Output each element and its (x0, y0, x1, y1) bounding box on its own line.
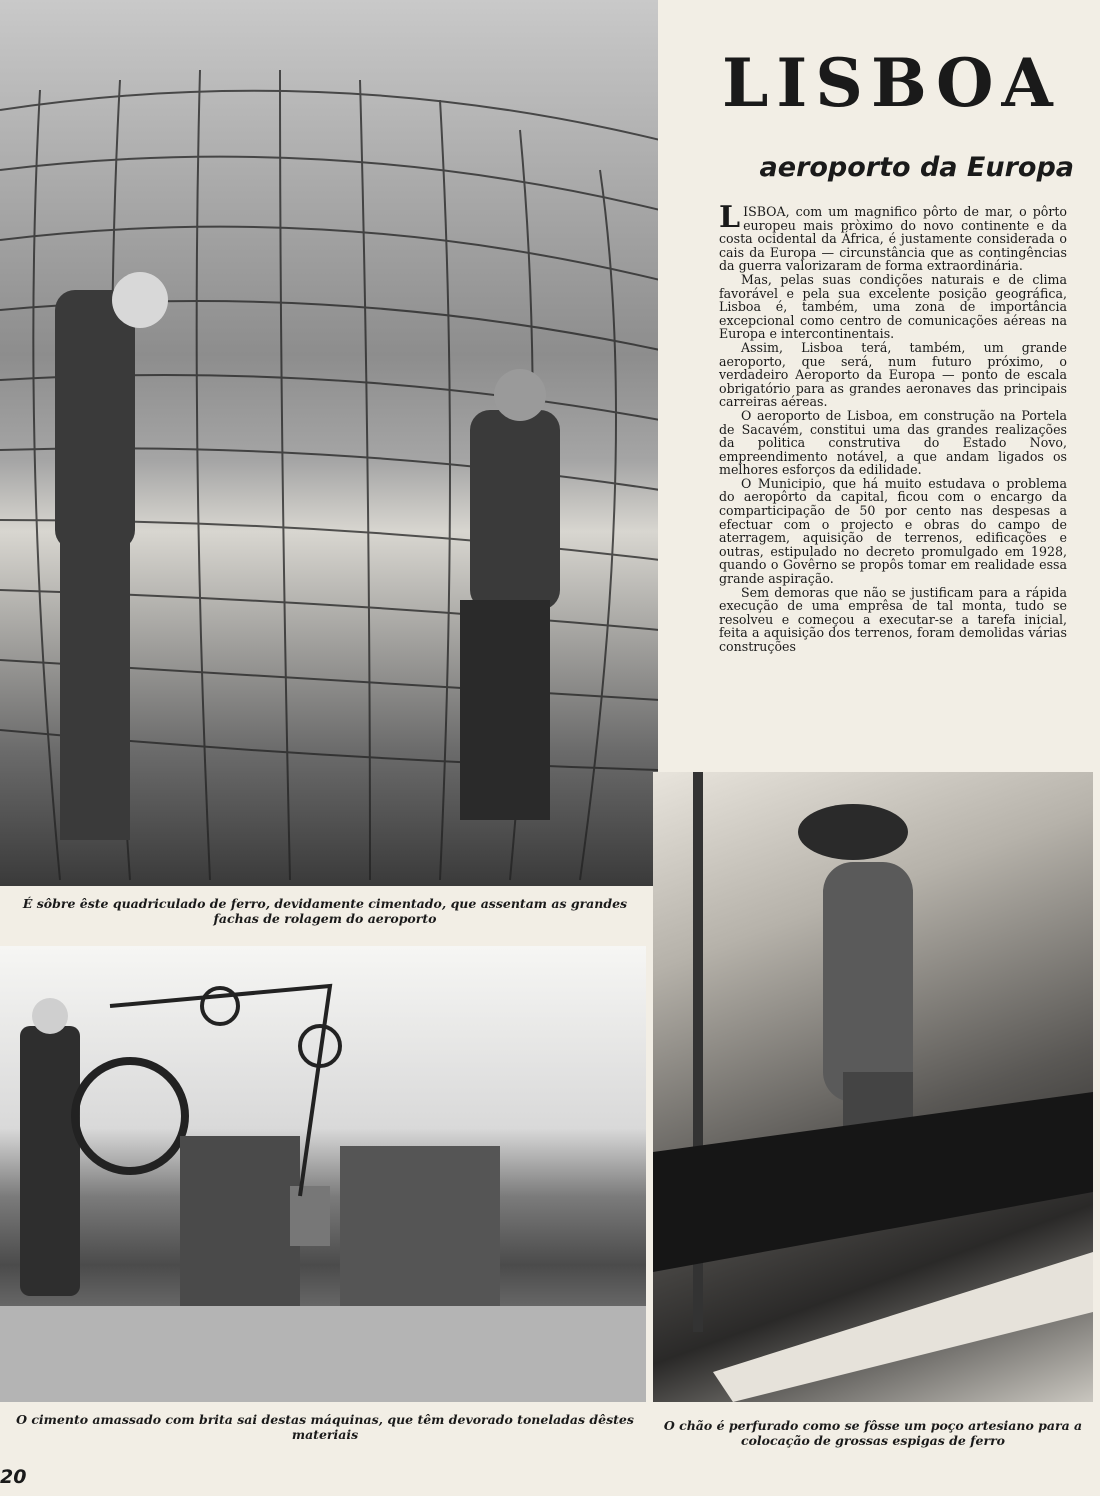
worker-illustration (653, 772, 1093, 1402)
machinery-illustration (0, 946, 646, 1402)
photo1-caption: É sôbre êste quadriculado de ferro, devidamente cimentado, que assentam as grandes fachas de rolagem do aeroporto (22, 896, 628, 926)
article-body (719, 200, 1067, 654)
article-paragraph: Assim, Lisboa terá, também, um grande aeroporto, que será, num futuro próximo, o verdadeiro Aeroporto da Europa — ponto de escala obrigatório para as grandes aeronaves das principais carreiras aéreas. (719, 339, 1067, 410)
article-paragraph: O Municipio, que há muito estudava o problema do aeropôrto da capital, ficou com o encargo da comparticipação de 50 por cento nas despesas a efectuar com o projecto e obras do campo de aterragem, aquisição de terrenos, edificações e outras, estipulado no decreto promulgado em 1928, quando o Govêrno se propôs tomar em realidade essa grande aspiração. (719, 475, 1067, 587)
article-paragraph: LISBOA, com um magnifico pôrto de mar, o pôrto europeu mais pròximo do novo continente e da costa ocidental da África, é justamente considerada o cais da Europa — circunstância que as contingências da guerra valorizaram de forma extraordinária. (719, 200, 1067, 274)
photo-workers-behind-iron-grid (0, 0, 658, 886)
photo-worker-drilling (653, 772, 1093, 1402)
article-paragraph: Mas, pelas suas condições naturais e de clima favorável e pela sua excelente posição geográfica, Lisboa é, também, uma zona de importância excepcional como centro de comunicações aéreas na Europa e intercontinentais. (719, 271, 1067, 342)
article-paragraph: O aeroporto de Lisboa, em construção na Portela de Sacavém, constitui uma das grandes realizações da politica construtiva do Estado Novo, empreendimento notável, a que andam ligados os melhores esforços da edilidade. (719, 407, 1067, 478)
iron-grid-illustration (0, 0, 658, 886)
photo2-caption: O cimento amassado com brita sai destas máquinas, que têm devorado toneladas dêstes materiais (16, 1412, 634, 1442)
page-title: LISBOA (722, 44, 1061, 122)
drop-cap: L (719, 200, 741, 235)
photo3-caption: O chão é perfurado como se fôsse um poço artesiano para a colocação de grossas espigas de ferro (663, 1418, 1083, 1448)
page-subtitle: aeroporto da Europa (759, 152, 1074, 183)
photo-cement-mixing-machines (0, 946, 646, 1402)
article-paragraph: Sem demoras que não se justificam para a rápida execução de uma emprêsa de tal monta, tudo se resolveu e começou a executar-se a tarefa inicial, feita a aquisição dos terrenos, foram demolidas várias construções (719, 584, 1067, 654)
page-number: 20 (0, 1466, 27, 1488)
